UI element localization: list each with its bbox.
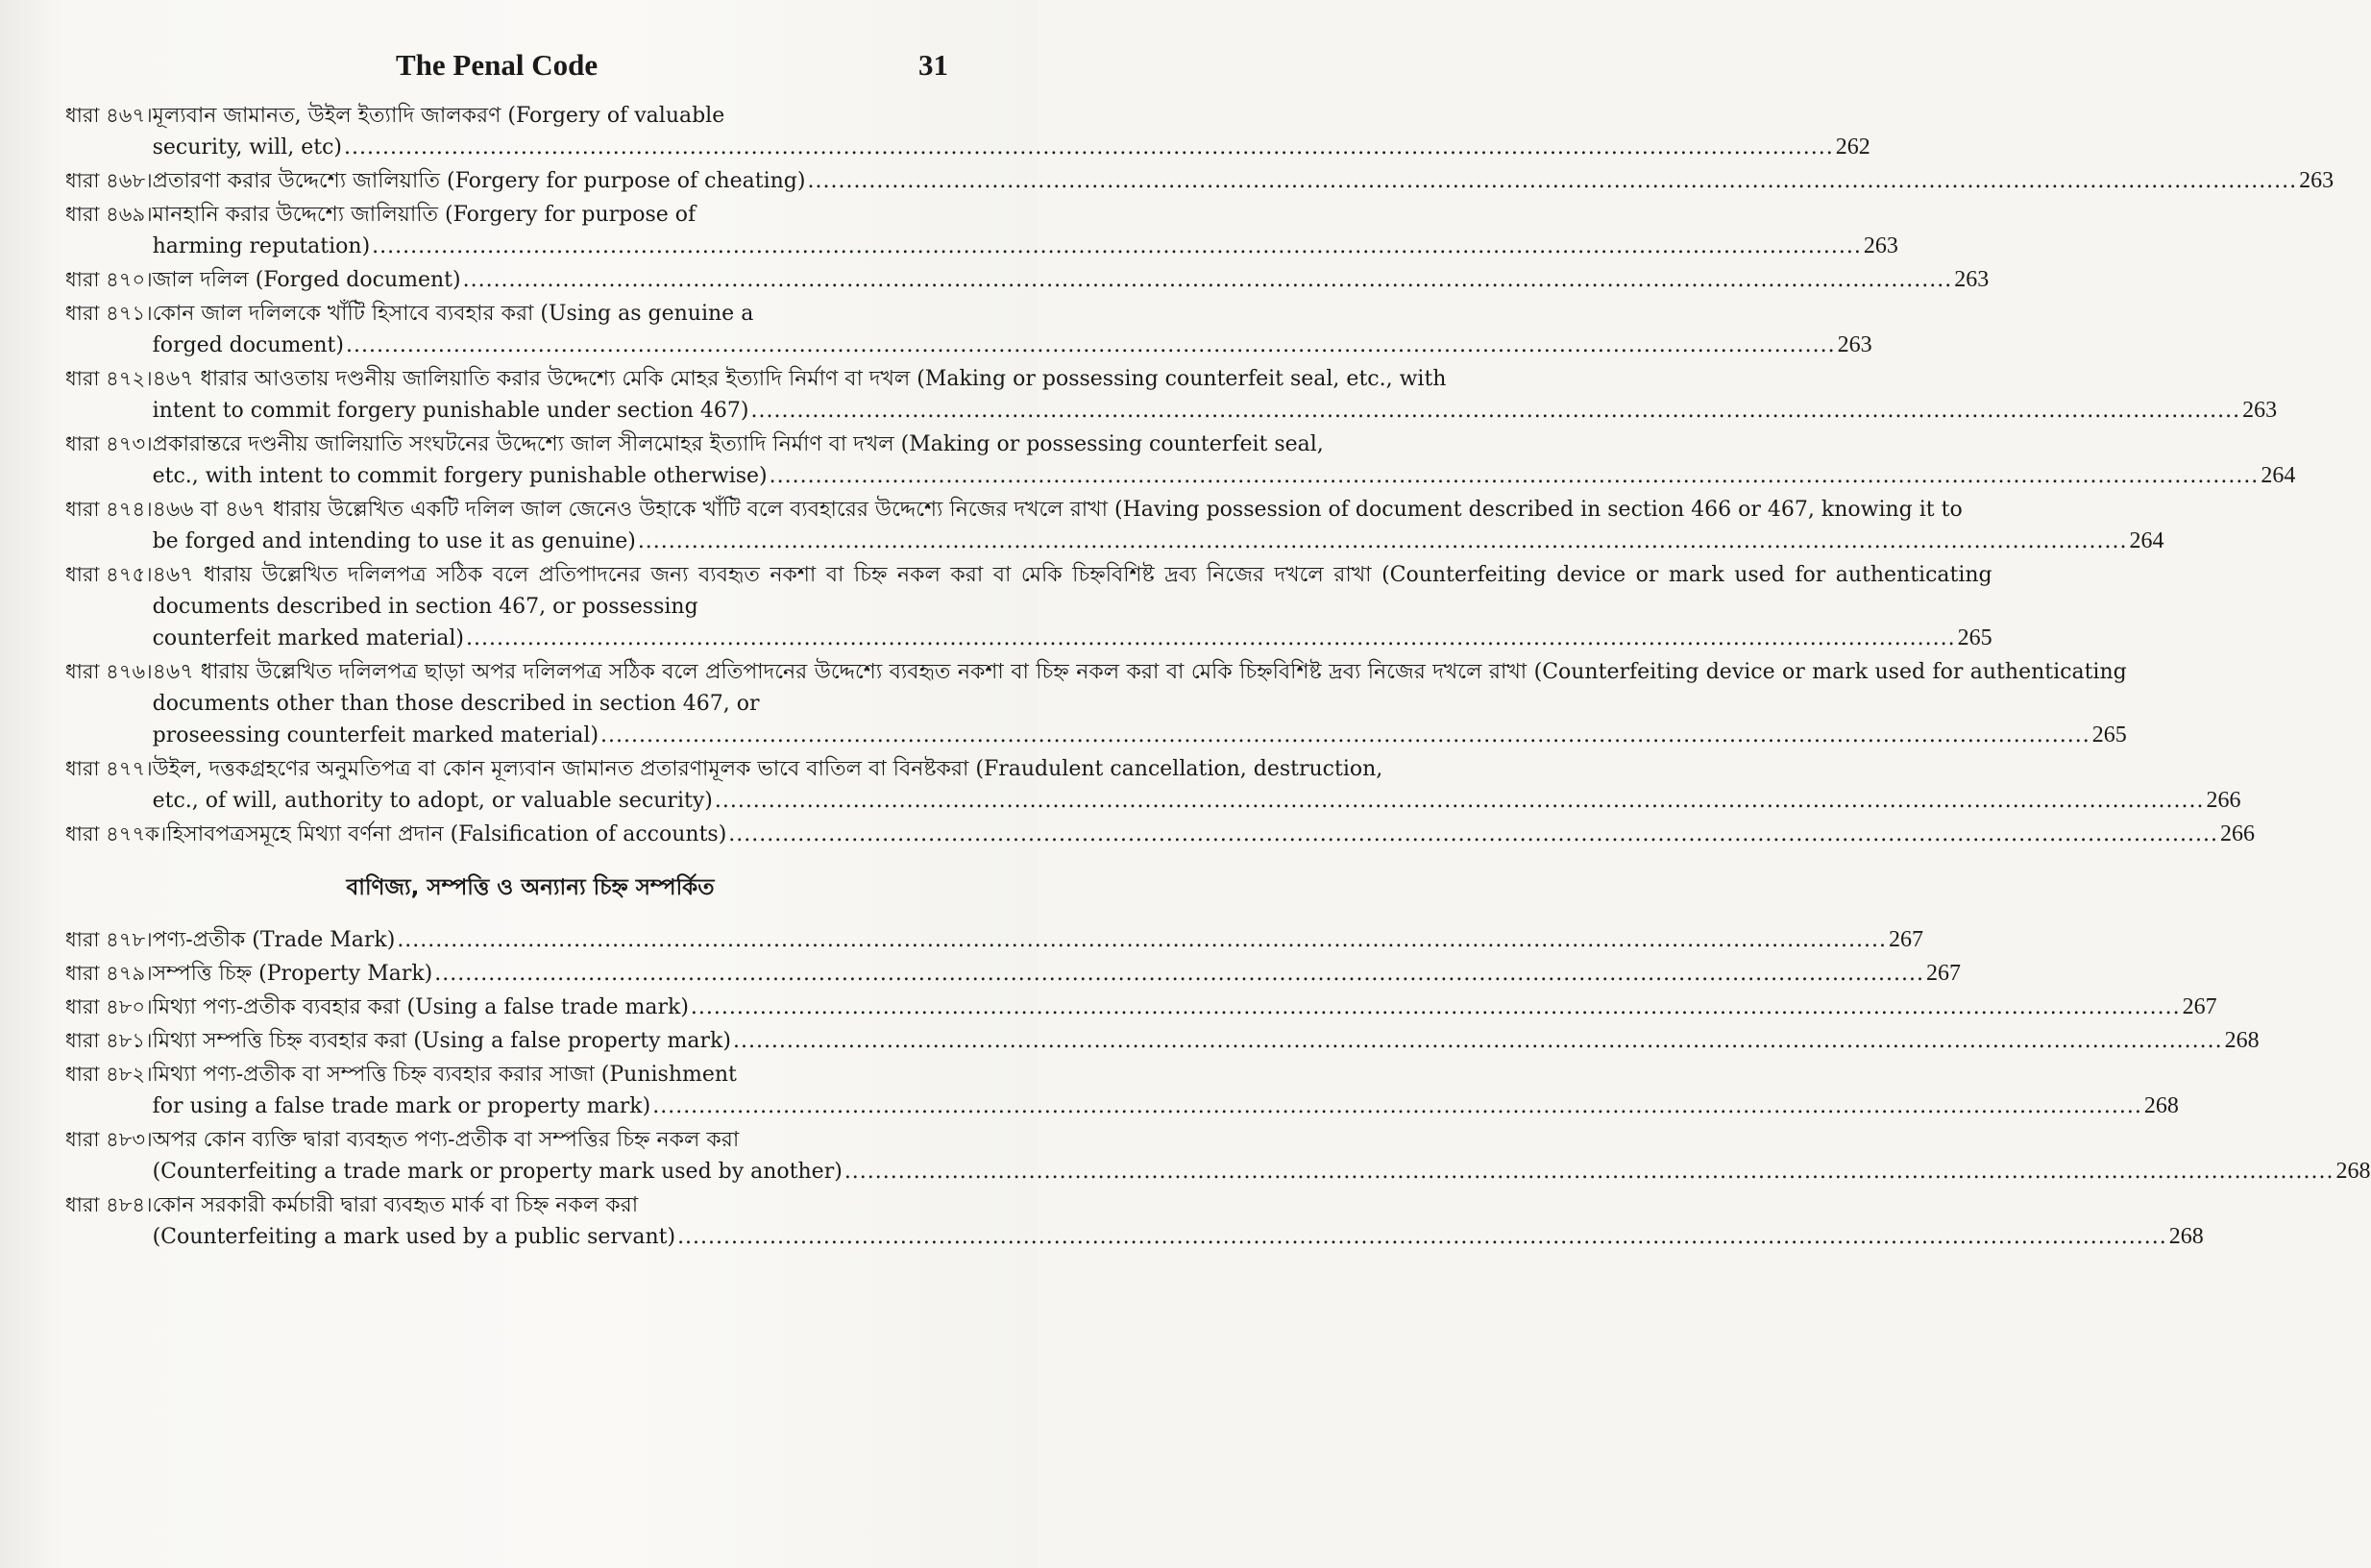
entry-leader-line (153, 1025, 2260, 1057)
entry-body (153, 1124, 2371, 1188)
entry-leader-line (153, 1156, 2371, 1188)
section-number: ধারা ৪৭৬। (65, 660, 153, 683)
section-number: ধারা ৪৮২। (65, 1063, 153, 1086)
entry-text: অপর কোন ব্যক্তি দ্বারা ব্যবহৃত পণ্য-প্রতীক বা সম্পত্তির চিহ্ন নকল করা (152, 1128, 740, 1152)
dot-leader (638, 526, 2128, 557)
section-number: ধারা ৪৮৩। (65, 1128, 153, 1151)
entry-body (153, 298, 1872, 361)
toc-entry (65, 1059, 2179, 1122)
entry-body (153, 1025, 2260, 1057)
dot-leader (600, 720, 2090, 751)
toc-list-forgery (65, 100, 2334, 850)
section-number: ধারা ৪৭৪। (65, 498, 153, 521)
entry-last-line: forged document) (152, 333, 344, 357)
toc-entry (65, 753, 2241, 817)
dot-leader (807, 165, 2297, 197)
entry-leader-line (166, 819, 2255, 850)
entry-page-number: 265 (2091, 723, 2127, 747)
entry-last-line: পণ্য-প্রতীক (Trade Mark) (152, 928, 396, 952)
entry-page-number: 263 (1837, 332, 1872, 357)
entry-text: ৪৬৭ ধারায় উল্লেখিত দলিলপত্র সঠিক বলে প্রতিপাদনের জন্য ব্যবহৃত নকশা বা চিহ্ন নকল করা বা মেকি চিহ্নবিশিষ্ট দ্রব্য নিজের দখলে রাখা (Counterfeiting device or mark used for authenticating documents described in section 467, or possessing (152, 563, 1992, 619)
entry-page-number: 263 (2242, 398, 2278, 423)
entry-body (153, 494, 2164, 557)
dot-leader (463, 264, 1953, 296)
entry-leader-line (153, 526, 2164, 557)
toc-entry (65, 924, 1923, 956)
entry-last-line: etc., of will, authority to adopt, or valuable security) (152, 789, 713, 813)
toc-entry (65, 199, 1898, 262)
toc-entry (65, 656, 2127, 751)
entry-leader-line (153, 231, 1898, 262)
toc-entry (65, 100, 1870, 163)
toc-list-marks (65, 924, 2371, 1253)
toc-entry (65, 363, 2278, 427)
section-heading: বাণিজ্য, সম্পত্তি ও অন্যান্য চিহ্ন সম্পর্কিত (346, 875, 715, 900)
entry-text: কোন সরকারী কর্মচারী দ্বারা ব্যবহৃত মার্ক বা চিহ্ন নকল করা (152, 1193, 639, 1217)
entry-page-number: 262 (1835, 135, 1870, 159)
entry-last-line: harming reputation) (152, 234, 371, 258)
entry-last-line: হিসাবপত্রসমূহে মিথ্যা বর্ণনা প্রদান (Falsification of accounts) (166, 822, 727, 846)
entry-leader-line (153, 330, 1872, 361)
entry-body (166, 819, 2255, 850)
entry-page-number: 266 (2206, 788, 2241, 813)
dot-leader (372, 231, 1862, 262)
section-number: ধারা ৪৭৩। (65, 432, 153, 455)
dot-leader (770, 460, 2260, 492)
dot-leader (715, 785, 2205, 817)
entry-leader-line (153, 720, 2127, 751)
entry-last-line: proseessing counterfeit marked material) (152, 723, 599, 747)
section-number: ধারা ৪৭০। (65, 268, 153, 291)
entry-text: ৪৬৭ ধারার আওতায় দণ্ডনীয় জালিয়াতি করার উদ্দেশ্যে মেকি মোহর ইত্যাদি নির্মাণ বা দখল (Making or possessing counterfeit seal, etc., with (152, 367, 1447, 391)
toc-entry (65, 958, 1961, 990)
entry-last-line: intent to commit forgery punishable under section 467) (152, 399, 749, 423)
entry-leader-line (153, 992, 2217, 1023)
dot-leader (466, 623, 1956, 654)
entry-body (153, 429, 2296, 492)
entry-page-number: 267 (1889, 927, 1923, 952)
dot-leader (434, 958, 1924, 990)
dot-leader (733, 1025, 2223, 1057)
entry-text: উইল, দত্তকগ্রহণের অনুমতিপত্র বা কোন মূল্যবান জামানত প্রতারণামূলক ভাবে বাতিল বা বিনষ্টকরা (Fraudulent cancellation, destruction, (152, 757, 1383, 781)
entry-leader-line (153, 264, 1990, 296)
entry-page-number: 268 (2168, 1224, 2204, 1249)
entry-leader-line (153, 165, 2334, 197)
dot-leader (344, 132, 1834, 163)
section-number: ধারা ৪৬৮। (65, 169, 153, 192)
entry-last-line: মিথ্যা সম্পত্তি চিহ্ন ব্যবহার করা (Using a false property mark) (152, 1029, 731, 1053)
entry-page-number: 267 (2182, 994, 2217, 1019)
entry-last-line: for using a false trade mark or property mark) (152, 1094, 651, 1118)
dot-leader (346, 330, 1836, 361)
entry-last-line: মিথ্যা পণ্য-প্রতীক ব্যবহার করা (Using a false trade mark) (152, 995, 689, 1019)
entry-page-number: 264 (2261, 463, 2296, 488)
entry-page-number: 268 (2224, 1028, 2260, 1053)
entry-last-line: etc., with intent to commit forgery punishable otherwise) (152, 464, 768, 488)
toc-entry (65, 559, 1992, 654)
entry-page-number: 263 (1954, 267, 1990, 292)
entry-text: কোন জাল দলিলকে খাঁটি হিসাবে ব্যবহার করা (Using as genuine a (152, 302, 754, 326)
section-number: ধারা ৪৭১। (65, 302, 153, 325)
entry-body (153, 199, 1898, 262)
section-number: ধারা ৪৭৫। (65, 563, 153, 586)
entry-body (153, 100, 1870, 163)
entry-body (153, 165, 2334, 197)
section-number: ধারা ৪৭৯। (65, 962, 153, 985)
entry-body (153, 753, 2241, 817)
entry-body (153, 656, 2127, 751)
section-number: ধারা ৪৭৭ক। (65, 822, 167, 845)
dot-leader (677, 1221, 2167, 1253)
toc-entry (65, 1025, 2260, 1057)
entry-body (153, 363, 2278, 427)
entry-leader-line (153, 1090, 2179, 1122)
toc-entry (65, 298, 1872, 361)
section-number: ধারা ৪৬৭। (65, 104, 153, 127)
section-number: ধারা ৪৮৪। (65, 1193, 153, 1216)
entry-page-number: 268 (2335, 1159, 2371, 1184)
entry-leader-line (153, 623, 1992, 654)
entry-page-number: 263 (2299, 168, 2334, 193)
entry-last-line: (Counterfeiting a trade mark or property mark used by another) (152, 1160, 843, 1184)
entry-last-line: be forged and intending to use it as genuine) (152, 529, 636, 553)
entry-leader-line (153, 924, 1923, 956)
entry-text: মূল্যবান জামানত, উইল ইত্যাদি জালকরণ (Forgery of valuable (152, 104, 725, 128)
dot-leader (844, 1156, 2334, 1188)
section-number: ধারা ৪৬৯। (65, 203, 153, 226)
toc-entry (65, 992, 2217, 1023)
toc-entry (65, 429, 2296, 492)
entry-body (153, 1059, 2179, 1122)
entry-page-number: 268 (2143, 1093, 2179, 1118)
entry-text: ৪৬৭ ধারায় উল্লেখিত দলিলপত্র ছাড়া অপর দলিলপত্র সঠিক বলে প্রতিপাদনের উদ্দেশ্যে ব্যবহৃত নকশা বা চিহ্ন নকল করা বা মেকি চিহ্নবিশিষ্ট দ্রব্য নিজের দখলে রাখা (Counterfeiting device or mark used for authenticating documents other than those described in section 467, or (152, 660, 2127, 716)
section-number: ধারা ৪৭৭। (65, 757, 153, 780)
dot-leader (750, 395, 2240, 427)
entry-last-line: (Counterfeiting a mark used by a public servant) (152, 1225, 676, 1249)
entry-body (153, 924, 1923, 956)
dot-leader (691, 992, 2181, 1023)
toc-entry (65, 819, 2255, 850)
entry-text: মানহানি করার উদ্দেশ্যে জালিয়াতি (Forgery for purpose of (152, 203, 697, 227)
entry-last-line: প্রতারণা করার উদ্দেশ্যে জালিয়াতি (Forgery for purpose of cheating) (152, 169, 806, 193)
running-title: The Penal Code (396, 48, 599, 82)
section-number: ধারা ৪৭৮। (65, 928, 153, 951)
entry-body (153, 1189, 2204, 1253)
entry-page-number: 265 (1957, 625, 1992, 650)
table-of-contents (65, 100, 2371, 1255)
entry-text: প্রকারান্তরে দণ্ডনীয় জালিয়াতি সংঘটনের উদ্দেশ্যে জাল সীলমোহর ইত্যাদি নির্মাণ বা দখল (Making or possessing counterfeit seal, (152, 432, 1324, 456)
entry-leader-line (153, 132, 1870, 163)
entry-page-number: 266 (2219, 821, 2255, 846)
entry-leader-line (153, 958, 1961, 990)
entry-body (153, 958, 1961, 990)
entry-last-line: জাল দলিল (Forged document) (152, 268, 461, 292)
page-number: 31 (918, 48, 948, 82)
dot-leader (397, 924, 1887, 956)
section-number: ধারা ৪৭২। (65, 367, 153, 390)
entry-body (153, 559, 1992, 654)
entry-body (153, 992, 2217, 1023)
toc-entry (65, 1124, 2371, 1188)
entry-last-line: security, will, etc) (152, 135, 343, 159)
toc-entry (65, 494, 2164, 557)
entry-body (153, 264, 1990, 296)
entry-last-line: সম্পত্তি চিহ্ন (Property Mark) (152, 962, 433, 986)
entry-page-number: 267 (1925, 961, 1961, 986)
entry-page-number: 264 (2129, 528, 2164, 553)
section-number: ধারা ৪৮১। (65, 1029, 153, 1052)
toc-entry (65, 264, 1990, 296)
entry-leader-line (153, 460, 2296, 492)
entry-last-line: counterfeit marked material) (152, 626, 464, 650)
entry-leader-line (153, 395, 2278, 427)
entry-page-number: 263 (1863, 233, 1898, 258)
dot-leader (728, 819, 2218, 850)
dot-leader (652, 1090, 2142, 1122)
entry-leader-line (153, 1221, 2204, 1253)
entry-text: মিথ্যা পণ্য-প্রতীক বা সম্পত্তি চিহ্ন ব্যবহার করার সাজা (Punishment (152, 1063, 737, 1087)
entry-leader-line (153, 785, 2241, 817)
entry-text: ৪৬৬ বা ৪৬৭ ধারায় উল্লেখিত একটি দলিল জাল জেনেও উহাকে খাঁটি বলে ব্যবহারের উদ্দেশ্যে নিজের দখলে রাখা (Having possession of document described in section 466 or 467, knowing it to (152, 498, 1963, 522)
page-header (0, 48, 1038, 94)
toc-entry (65, 165, 2334, 197)
toc-entry (65, 1189, 2204, 1253)
section-number: ধারা ৪৮০। (65, 995, 153, 1018)
